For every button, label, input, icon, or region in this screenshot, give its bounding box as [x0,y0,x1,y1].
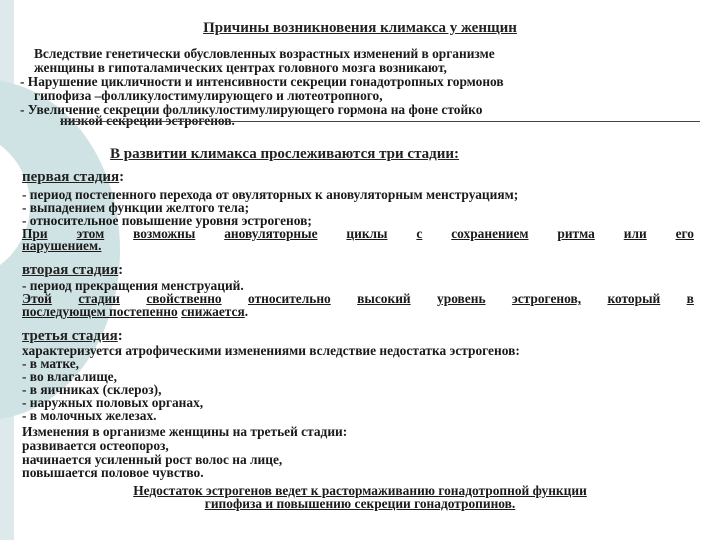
stage-2-colon: : [118,262,124,278]
cause-line: - Нарушение цикличности и интенсивности секреции гонадотропных гормонов [20,74,504,89]
word: или [623,226,647,241]
word: При [22,226,48,241]
stage-3-line: - во влагалище, [22,369,117,384]
stage-1-line: - выпадением функции желтого тела; [22,200,250,215]
stage-3-line: Изменения в организме женщины на третьей стадии: [22,424,348,439]
conclusion-line: Недостаток эстрогенов ведет к растормаживанию гонадотропной функции [133,483,587,498]
cause-line: низкой секреции эстрогенов. [60,113,235,128]
stage-3-line: повышается половое чувство. [22,465,204,480]
stage-2-text: последующем постепенно [22,304,178,319]
word: сохранением [451,226,529,241]
stage-2-line [22,305,248,319]
stage-3-line: развивается остеопороз, [22,438,169,453]
stage-3-line: характеризуется атрофическими изменениями вследствие недостатка эстрогенов: [22,343,520,358]
word: этом [76,226,105,241]
stage-3-line: - наружных половых органах, [22,395,204,410]
stage-1-heading [22,169,124,186]
stage-2-heading [22,262,123,279]
word: с [416,226,423,241]
word: который [607,291,661,306]
stage-2-line: - период прекращения менструаций. [22,278,244,293]
stage-2-name: вторая стадия [22,262,119,278]
word: ановуляторные [224,226,318,241]
stage-1-line: - период постепенного перехода от овуляторных к ановуляторным менструациям; [22,187,519,202]
stage-3-name: третья стадия [22,328,118,344]
stage-1-colon: : [119,169,125,185]
cause-line: - Увеличение секреции фолликулостимулирующего гормона на фоне стойко [20,102,483,117]
stage-3-line: - в матке, [22,356,80,371]
word: в [686,291,694,306]
stage-3-colon: : [117,328,123,344]
stages-heading: В развитии климакса прослеживаются три стадии: [110,146,459,162]
word: эстрогенов, [511,291,582,306]
stage-1-line: - относительное повышение уровня эстрогенов; [22,213,312,228]
cause-line: Вследствие генетически обусловленных возрастных изменений в организме [34,46,495,61]
word: возможны [133,226,196,241]
stage-3-line: начинается усиленный рост волос на лице, [22,452,283,467]
stage-3-line: - в молочных железах. [22,408,157,423]
stage-2-text: . [244,304,249,319]
divider [60,121,700,122]
word: уровень [437,291,486,306]
word: Этой [22,291,52,306]
stage-2-text: снижается [181,304,245,319]
stage-1-name: первая стадия [22,169,120,185]
word: стадии [78,291,120,306]
word: его [675,226,694,241]
word: ритма [557,226,595,241]
word: свойственно [146,291,222,306]
stage-3-line: - в яичниках (склероз), [22,382,162,397]
word: высокий [357,291,411,306]
stage-1-justified-line [22,227,694,241]
stage-1-line: нарушением. [22,238,102,253]
word: циклы [346,226,388,241]
word: относительно [248,291,331,306]
conclusion-line: гипофиза и повышению секреции гонадотропинов. [204,496,516,511]
cause-line: женщины в гипоталамических центрах головного мозга возникают, [34,60,447,75]
slide-title: Причины возникновения климакса у женщин [203,20,517,36]
cause-line: гипофиза –фолликулостимулирующего и лютеотропного, [34,88,383,103]
